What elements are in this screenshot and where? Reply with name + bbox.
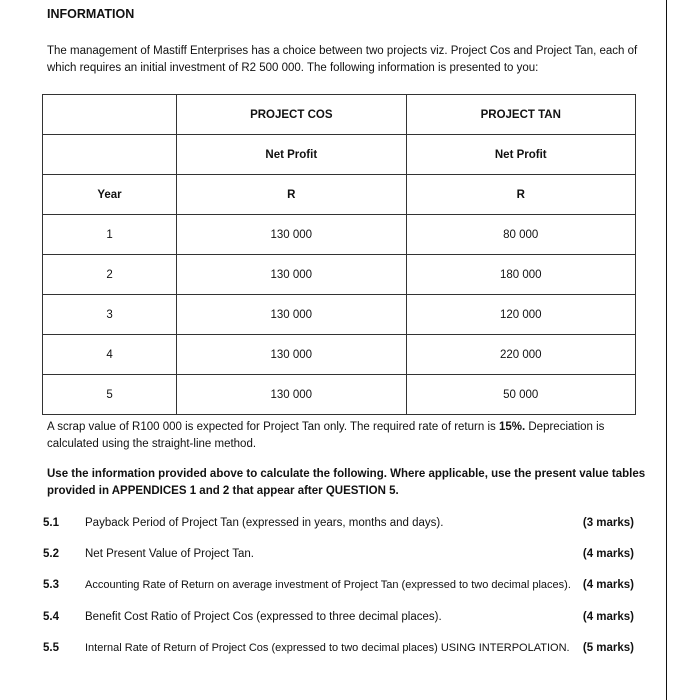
cos-profit-cell: 130 000 (177, 255, 406, 295)
table-header-row (43, 95, 636, 135)
question-number: 5.4 (43, 611, 59, 623)
header-project-cos: PROJECT COS (177, 95, 406, 135)
subheader-tan-net-profit: Net Profit (406, 135, 635, 175)
tan-profit-cell: 180 000 (406, 255, 635, 295)
instruction-paragraph: Use the information provided above to calculate the following. Where applicable, use the present value tables provided in APPENDICES 1 and 2 that appear after QUESTION 5. (47, 468, 646, 497)
table-corner-cell (43, 95, 177, 135)
year-cell: 2 (43, 255, 177, 295)
question-number: 5.2 (43, 548, 59, 560)
question-item (0, 548, 667, 565)
question-item (0, 642, 667, 659)
question-item (0, 611, 667, 628)
year-cell: 5 (43, 375, 177, 415)
question-item (0, 517, 667, 534)
year-cell: 4 (43, 335, 177, 375)
tan-profit-cell: 50 000 (406, 375, 635, 415)
header-project-tan: PROJECT TAN (406, 95, 635, 135)
note-text-part1: A scrap value of R100 000 is expected for Project Tan only. The required rate of return is (47, 421, 499, 433)
subheader-cos-net-profit: Net Profit (177, 135, 406, 175)
cos-profit-cell: 130 000 (177, 295, 406, 335)
table-row (43, 255, 636, 295)
unit-label-cos: R (177, 175, 406, 215)
question-number: 5.1 (43, 517, 59, 529)
question-text: Benefit Cost Ratio of Project Cos (expressed to three decimal places). (85, 611, 442, 623)
question-number: 5.5 (43, 642, 59, 654)
cos-profit-cell: 130 000 (177, 335, 406, 375)
table-row (43, 215, 636, 255)
question-text: Accounting Rate of Return on average investment of Project Tan (expressed to two decimal places). (85, 579, 571, 591)
tan-profit-cell: 80 000 (406, 215, 635, 255)
question-marks: (5 marks) (582, 642, 634, 654)
question-number: 5.3 (43, 579, 59, 591)
project-table (42, 94, 636, 415)
question-marks: (4 marks) (582, 611, 634, 623)
table-blank-cell (43, 135, 177, 175)
question-text: Payback Period of Project Tan (expressed in years, months and days). (85, 517, 444, 529)
table-row (43, 375, 636, 415)
unit-label-tan: R (406, 175, 635, 215)
required-rate: 15%. (498, 421, 526, 433)
cos-profit-cell: 130 000 (177, 375, 406, 415)
year-cell: 1 (43, 215, 177, 255)
table-subheader-row (43, 135, 636, 175)
year-cell: 3 (43, 295, 177, 335)
intro-paragraph: The management of Mastiff Enterprises has a choice between two projects viz. Project Cos and Project Tan, each of which requires an initial investment of R2 500 000. The following information is presented to you: (47, 45, 638, 74)
tan-profit-cell: 120 000 (406, 295, 635, 335)
cos-profit-cell: 130 000 (177, 215, 406, 255)
question-marks: (4 marks) (582, 579, 634, 591)
year-label: Year (43, 175, 177, 215)
question-text: Internal Rate of Return of Project Cos (expressed to two decimal places) USING INTERPOLATION. (85, 642, 570, 654)
table-row (43, 335, 636, 375)
tan-profit-cell: 220 000 (406, 335, 635, 375)
section-heading: INFORMATION (47, 7, 135, 21)
note-text-part2: Depreciation is calculated using the straight-line method. (47, 421, 605, 450)
question-text: Net Present Value of Project Tan. (85, 548, 254, 560)
table-unit-row (43, 175, 636, 215)
question-marks: (4 marks) (582, 548, 634, 560)
question-item (0, 579, 667, 596)
table-row (43, 295, 636, 335)
question-marks: (3 marks) (582, 517, 634, 529)
scrap-value-note (47, 419, 647, 453)
